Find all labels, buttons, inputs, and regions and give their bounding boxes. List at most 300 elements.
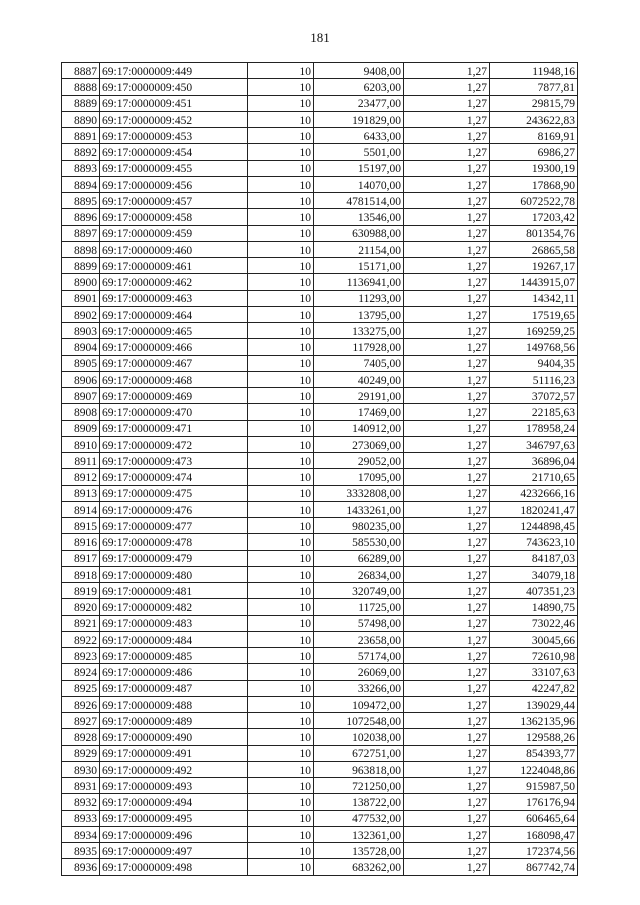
rate-cell: 10 — [248, 144, 314, 160]
table-row — [62, 241, 578, 257]
table-row — [62, 453, 578, 469]
rate-cell: 10 — [248, 534, 314, 550]
rate-cell: 10 — [248, 111, 314, 127]
total-value-cell: 743623,10 — [490, 534, 578, 550]
cadastral-number-cell: 69:17:0000009:478 — [100, 534, 248, 550]
total-value-cell: 8169,91 — [490, 128, 578, 144]
table-row — [62, 859, 578, 875]
total-value-cell: 129588,26 — [490, 729, 578, 745]
total-value-cell: 243622,83 — [490, 111, 578, 127]
coefficient-cell: 1,27 — [404, 128, 490, 144]
total-value-cell: 26865,58 — [490, 241, 578, 257]
total-value-cell: 139029,44 — [490, 696, 578, 712]
total-value-cell: 42247,82 — [490, 680, 578, 696]
base-value-cell: 721250,00 — [314, 778, 404, 794]
rate-cell: 10 — [248, 615, 314, 631]
base-value-cell: 320749,00 — [314, 583, 404, 599]
base-value-cell: 33266,00 — [314, 680, 404, 696]
base-value-cell: 963818,00 — [314, 761, 404, 777]
rate-cell: 10 — [248, 713, 314, 729]
base-value-cell: 57174,00 — [314, 648, 404, 664]
table-row — [62, 258, 578, 274]
cadastral-number-cell: 69:17:0000009:463 — [100, 290, 248, 306]
total-value-cell: 172374,56 — [490, 843, 578, 859]
table-row — [62, 176, 578, 192]
base-value-cell: 135728,00 — [314, 843, 404, 859]
coefficient-cell: 1,27 — [404, 631, 490, 647]
row-number-cell: 8903 — [62, 323, 100, 339]
total-value-cell: 176176,94 — [490, 794, 578, 810]
table-row — [62, 810, 578, 826]
table-row — [62, 599, 578, 615]
row-number-cell: 8911 — [62, 453, 100, 469]
coefficient-cell: 1,27 — [404, 241, 490, 257]
cadastral-number-cell: 69:17:0000009:455 — [100, 160, 248, 176]
rate-cell: 10 — [248, 79, 314, 95]
cadastral-number-cell: 69:17:0000009:471 — [100, 420, 248, 436]
base-value-cell: 1136941,00 — [314, 274, 404, 290]
row-number-cell: 8921 — [62, 615, 100, 631]
cadastral-number-cell: 69:17:0000009:454 — [100, 144, 248, 160]
base-value-cell: 13795,00 — [314, 306, 404, 322]
base-value-cell: 1433261,00 — [314, 501, 404, 517]
coefficient-cell: 1,27 — [404, 745, 490, 761]
base-value-cell: 132361,00 — [314, 826, 404, 842]
table-row — [62, 583, 578, 599]
row-number-cell: 8917 — [62, 550, 100, 566]
rate-cell: 10 — [248, 306, 314, 322]
total-value-cell: 34079,18 — [490, 566, 578, 582]
table-row — [62, 420, 578, 436]
table-row — [62, 274, 578, 290]
base-value-cell: 17469,00 — [314, 404, 404, 420]
cadastral-number-cell: 69:17:0000009:462 — [100, 274, 248, 290]
coefficient-cell: 1,27 — [404, 144, 490, 160]
row-number-cell: 8905 — [62, 355, 100, 371]
total-value-cell: 169259,25 — [490, 323, 578, 339]
row-number-cell: 8913 — [62, 485, 100, 501]
base-value-cell: 15197,00 — [314, 160, 404, 176]
base-value-cell: 7405,00 — [314, 355, 404, 371]
rate-cell: 10 — [248, 241, 314, 257]
base-value-cell: 630988,00 — [314, 225, 404, 241]
rate-cell: 10 — [248, 290, 314, 306]
coefficient-cell: 1,27 — [404, 859, 490, 875]
rate-cell: 10 — [248, 371, 314, 387]
base-value-cell: 29191,00 — [314, 388, 404, 404]
base-value-cell: 11725,00 — [314, 599, 404, 615]
row-number-cell: 8933 — [62, 810, 100, 826]
coefficient-cell: 1,27 — [404, 615, 490, 631]
total-value-cell: 6072522,78 — [490, 193, 578, 209]
table-row — [62, 534, 578, 550]
cadastral-number-cell: 69:17:0000009:497 — [100, 843, 248, 859]
row-number-cell: 8891 — [62, 128, 100, 144]
base-value-cell: 23658,00 — [314, 631, 404, 647]
rate-cell: 10 — [248, 745, 314, 761]
row-number-cell: 8889 — [62, 95, 100, 111]
base-value-cell: 191829,00 — [314, 111, 404, 127]
coefficient-cell: 1,27 — [404, 95, 490, 111]
rate-cell: 10 — [248, 501, 314, 517]
cadastral-number-cell: 69:17:0000009:479 — [100, 550, 248, 566]
coefficient-cell: 1,27 — [404, 371, 490, 387]
table-row — [62, 128, 578, 144]
total-value-cell: 51116,23 — [490, 371, 578, 387]
base-value-cell: 683262,00 — [314, 859, 404, 875]
row-number-cell: 8918 — [62, 566, 100, 582]
row-number-cell: 8900 — [62, 274, 100, 290]
cadastral-number-cell: 69:17:0000009:486 — [100, 664, 248, 680]
coefficient-cell: 1,27 — [404, 680, 490, 696]
cadastral-number-cell: 69:17:0000009:481 — [100, 583, 248, 599]
coefficient-cell: 1,27 — [404, 550, 490, 566]
page-number: 181 — [310, 30, 330, 45]
total-value-cell: 9404,35 — [490, 355, 578, 371]
row-number-cell: 8929 — [62, 745, 100, 761]
coefficient-cell: 1,27 — [404, 469, 490, 485]
coefficient-cell: 1,27 — [404, 290, 490, 306]
row-number-cell: 8915 — [62, 518, 100, 534]
cadastral-number-cell: 69:17:0000009:451 — [100, 95, 248, 111]
rate-cell: 10 — [248, 859, 314, 875]
rate-cell: 10 — [248, 485, 314, 501]
table-row — [62, 209, 578, 225]
coefficient-cell: 1,27 — [404, 225, 490, 241]
table-row — [62, 436, 578, 452]
coefficient-cell: 1,27 — [404, 501, 490, 517]
rate-cell: 10 — [248, 355, 314, 371]
rate-cell: 10 — [248, 404, 314, 420]
total-value-cell: 346797,63 — [490, 436, 578, 452]
total-value-cell: 29815,79 — [490, 95, 578, 111]
base-value-cell: 66289,00 — [314, 550, 404, 566]
coefficient-cell: 1,27 — [404, 826, 490, 842]
rate-cell: 10 — [248, 664, 314, 680]
cadastral-number-cell: 69:17:0000009:475 — [100, 485, 248, 501]
row-number-cell: 8894 — [62, 176, 100, 192]
rate-cell: 10 — [248, 176, 314, 192]
row-number-cell: 8920 — [62, 599, 100, 615]
base-value-cell: 133275,00 — [314, 323, 404, 339]
cadastral-number-cell: 69:17:0000009:449 — [100, 63, 248, 79]
base-value-cell: 11293,00 — [314, 290, 404, 306]
total-value-cell: 854393,77 — [490, 745, 578, 761]
row-number-cell: 8927 — [62, 713, 100, 729]
cadastral-number-cell: 69:17:0000009:457 — [100, 193, 248, 209]
row-number-cell: 8923 — [62, 648, 100, 664]
table-row — [62, 566, 578, 582]
coefficient-cell: 1,27 — [404, 339, 490, 355]
base-value-cell: 13546,00 — [314, 209, 404, 225]
table-row — [62, 794, 578, 810]
total-value-cell: 7877,81 — [490, 79, 578, 95]
rate-cell: 10 — [248, 810, 314, 826]
total-value-cell: 1362135,96 — [490, 713, 578, 729]
row-number-cell: 8914 — [62, 501, 100, 517]
cadastral-number-cell: 69:17:0000009:480 — [100, 566, 248, 582]
row-number-cell: 8906 — [62, 371, 100, 387]
table-row — [62, 713, 578, 729]
coefficient-cell: 1,27 — [404, 583, 490, 599]
cadastral-number-cell: 69:17:0000009:485 — [100, 648, 248, 664]
row-number-cell: 8922 — [62, 631, 100, 647]
total-value-cell: 36896,04 — [490, 453, 578, 469]
row-number-cell: 8928 — [62, 729, 100, 745]
cadastral-number-cell: 69:17:0000009:498 — [100, 859, 248, 875]
cadastral-number-cell: 69:17:0000009:469 — [100, 388, 248, 404]
coefficient-cell: 1,27 — [404, 111, 490, 127]
table-row — [62, 371, 578, 387]
total-value-cell: 1820241,47 — [490, 501, 578, 517]
base-value-cell: 17095,00 — [314, 469, 404, 485]
row-number-cell: 8910 — [62, 436, 100, 452]
cadastral-number-cell: 69:17:0000009:468 — [100, 371, 248, 387]
rate-cell: 10 — [248, 794, 314, 810]
total-value-cell: 17203,42 — [490, 209, 578, 225]
coefficient-cell: 1,27 — [404, 420, 490, 436]
coefficient-cell: 1,27 — [404, 648, 490, 664]
total-value-cell: 606465,64 — [490, 810, 578, 826]
table-row — [62, 469, 578, 485]
base-value-cell: 4781514,00 — [314, 193, 404, 209]
row-number-cell: 8926 — [62, 696, 100, 712]
base-value-cell: 672751,00 — [314, 745, 404, 761]
row-number-cell: 8934 — [62, 826, 100, 842]
row-number-cell: 8907 — [62, 388, 100, 404]
rate-cell: 10 — [248, 648, 314, 664]
coefficient-cell: 1,27 — [404, 713, 490, 729]
row-number-cell: 8919 — [62, 583, 100, 599]
rate-cell: 10 — [248, 128, 314, 144]
total-value-cell: 17868,90 — [490, 176, 578, 192]
cadastral-number-cell: 69:17:0000009:467 — [100, 355, 248, 371]
coefficient-cell: 1,27 — [404, 274, 490, 290]
coefficient-cell: 1,27 — [404, 453, 490, 469]
cadastral-number-cell: 69:17:0000009:494 — [100, 794, 248, 810]
table-row — [62, 290, 578, 306]
rate-cell: 10 — [248, 388, 314, 404]
base-value-cell: 21154,00 — [314, 241, 404, 257]
cadastral-number-cell: 69:17:0000009:464 — [100, 306, 248, 322]
coefficient-cell: 1,27 — [404, 209, 490, 225]
rate-cell: 10 — [248, 761, 314, 777]
rate-cell: 10 — [248, 599, 314, 615]
coefficient-cell: 1,27 — [404, 258, 490, 274]
cadastral-number-cell: 69:17:0000009:489 — [100, 713, 248, 729]
table-row — [62, 664, 578, 680]
row-number-cell: 8916 — [62, 534, 100, 550]
rate-cell: 10 — [248, 95, 314, 111]
table-row — [62, 501, 578, 517]
rate-cell: 10 — [248, 274, 314, 290]
row-number-cell: 8893 — [62, 160, 100, 176]
cadastral-number-cell: 69:17:0000009:452 — [100, 111, 248, 127]
total-value-cell: 21710,65 — [490, 469, 578, 485]
total-value-cell: 72610,98 — [490, 648, 578, 664]
base-value-cell: 102038,00 — [314, 729, 404, 745]
cadastral-number-cell: 69:17:0000009:453 — [100, 128, 248, 144]
cadastral-number-cell: 69:17:0000009:477 — [100, 518, 248, 534]
base-value-cell: 3332808,00 — [314, 485, 404, 501]
total-value-cell: 6986,27 — [490, 144, 578, 160]
base-value-cell: 26834,00 — [314, 566, 404, 582]
cadastral-number-cell: 69:17:0000009:491 — [100, 745, 248, 761]
row-number-cell: 8892 — [62, 144, 100, 160]
table-row — [62, 404, 578, 420]
rate-cell: 10 — [248, 631, 314, 647]
total-value-cell: 867742,74 — [490, 859, 578, 875]
coefficient-cell: 1,27 — [404, 534, 490, 550]
row-number-cell: 8897 — [62, 225, 100, 241]
base-value-cell: 477532,00 — [314, 810, 404, 826]
total-value-cell: 11948,16 — [490, 63, 578, 79]
rate-cell: 10 — [248, 63, 314, 79]
total-value-cell: 19300,19 — [490, 160, 578, 176]
row-number-cell: 8930 — [62, 761, 100, 777]
coefficient-cell: 1,27 — [404, 323, 490, 339]
table-row — [62, 323, 578, 339]
cadastral-number-cell: 69:17:0000009:476 — [100, 501, 248, 517]
table-row — [62, 79, 578, 95]
cadastral-value-table — [61, 62, 578, 876]
base-value-cell: 140912,00 — [314, 420, 404, 436]
cadastral-number-cell: 69:17:0000009:456 — [100, 176, 248, 192]
total-value-cell: 149768,56 — [490, 339, 578, 355]
coefficient-cell: 1,27 — [404, 599, 490, 615]
coefficient-cell: 1,27 — [404, 63, 490, 79]
rate-cell: 10 — [248, 696, 314, 712]
base-value-cell: 117928,00 — [314, 339, 404, 355]
table-row — [62, 550, 578, 566]
table-body — [62, 63, 578, 876]
total-value-cell: 1244898,45 — [490, 518, 578, 534]
base-value-cell: 138722,00 — [314, 794, 404, 810]
row-number-cell: 8896 — [62, 209, 100, 225]
row-number-cell: 8935 — [62, 843, 100, 859]
base-value-cell: 5501,00 — [314, 144, 404, 160]
row-number-cell: 8888 — [62, 79, 100, 95]
table-row — [62, 144, 578, 160]
coefficient-cell: 1,27 — [404, 843, 490, 859]
table-row — [62, 778, 578, 794]
row-number-cell: 8901 — [62, 290, 100, 306]
coefficient-cell: 1,27 — [404, 778, 490, 794]
coefficient-cell: 1,27 — [404, 306, 490, 322]
row-number-cell: 8936 — [62, 859, 100, 875]
total-value-cell: 168098,47 — [490, 826, 578, 842]
total-value-cell: 73022,46 — [490, 615, 578, 631]
total-value-cell: 19267,17 — [490, 258, 578, 274]
rate-cell: 10 — [248, 518, 314, 534]
table-row — [62, 696, 578, 712]
coefficient-cell: 1,27 — [404, 729, 490, 745]
cadastral-number-cell: 69:17:0000009:493 — [100, 778, 248, 794]
table-row — [62, 729, 578, 745]
table-row — [62, 631, 578, 647]
coefficient-cell: 1,27 — [404, 696, 490, 712]
base-value-cell: 1072548,00 — [314, 713, 404, 729]
base-value-cell: 9408,00 — [314, 63, 404, 79]
coefficient-cell: 1,27 — [404, 404, 490, 420]
cadastral-number-cell: 69:17:0000009:487 — [100, 680, 248, 696]
table-row — [62, 485, 578, 501]
coefficient-cell: 1,27 — [404, 388, 490, 404]
total-value-cell: 4232666,16 — [490, 485, 578, 501]
coefficient-cell: 1,27 — [404, 761, 490, 777]
cadastral-number-cell: 69:17:0000009:483 — [100, 615, 248, 631]
table-row — [62, 615, 578, 631]
cadastral-number-cell: 69:17:0000009:496 — [100, 826, 248, 842]
cadastral-number-cell: 69:17:0000009:458 — [100, 209, 248, 225]
rate-cell: 10 — [248, 420, 314, 436]
rate-cell: 10 — [248, 550, 314, 566]
cadastral-number-cell: 69:17:0000009:459 — [100, 225, 248, 241]
cadastral-number-cell: 69:17:0000009:472 — [100, 436, 248, 452]
coefficient-cell: 1,27 — [404, 355, 490, 371]
total-value-cell: 915987,50 — [490, 778, 578, 794]
row-number-cell: 8899 — [62, 258, 100, 274]
cadastral-number-cell: 69:17:0000009:470 — [100, 404, 248, 420]
base-value-cell: 6203,00 — [314, 79, 404, 95]
row-number-cell: 8931 — [62, 778, 100, 794]
row-number-cell: 8890 — [62, 111, 100, 127]
cadastral-number-cell: 69:17:0000009:473 — [100, 453, 248, 469]
base-value-cell: 29052,00 — [314, 453, 404, 469]
row-number-cell: 8898 — [62, 241, 100, 257]
coefficient-cell: 1,27 — [404, 566, 490, 582]
cadastral-number-cell: 69:17:0000009:466 — [100, 339, 248, 355]
table-row — [62, 193, 578, 209]
rate-cell: 10 — [248, 339, 314, 355]
table-row — [62, 843, 578, 859]
rate-cell: 10 — [248, 258, 314, 274]
table-row — [62, 339, 578, 355]
base-value-cell: 6433,00 — [314, 128, 404, 144]
total-value-cell: 178958,24 — [490, 420, 578, 436]
coefficient-cell: 1,27 — [404, 193, 490, 209]
rate-cell: 10 — [248, 729, 314, 745]
cadastral-number-cell: 69:17:0000009:492 — [100, 761, 248, 777]
total-value-cell: 14890,75 — [490, 599, 578, 615]
cadastral-number-cell: 69:17:0000009:461 — [100, 258, 248, 274]
cadastral-number-cell: 69:17:0000009:460 — [100, 241, 248, 257]
coefficient-cell: 1,27 — [404, 518, 490, 534]
cadastral-number-cell: 69:17:0000009:465 — [100, 323, 248, 339]
row-number-cell: 8912 — [62, 469, 100, 485]
table-row — [62, 95, 578, 111]
rate-cell: 10 — [248, 436, 314, 452]
table-row — [62, 111, 578, 127]
table-row — [62, 225, 578, 241]
coefficient-cell: 1,27 — [404, 176, 490, 192]
rate-cell: 10 — [248, 469, 314, 485]
rate-cell: 10 — [248, 323, 314, 339]
base-value-cell: 57498,00 — [314, 615, 404, 631]
cadastral-number-cell: 69:17:0000009:488 — [100, 696, 248, 712]
rate-cell: 10 — [248, 225, 314, 241]
row-number-cell: 8904 — [62, 339, 100, 355]
coefficient-cell: 1,27 — [404, 664, 490, 680]
row-number-cell: 8902 — [62, 306, 100, 322]
table-row — [62, 306, 578, 322]
coefficient-cell: 1,27 — [404, 79, 490, 95]
base-value-cell: 15171,00 — [314, 258, 404, 274]
rate-cell: 10 — [248, 193, 314, 209]
table-row — [62, 63, 578, 79]
table-row — [62, 518, 578, 534]
table-row — [62, 680, 578, 696]
